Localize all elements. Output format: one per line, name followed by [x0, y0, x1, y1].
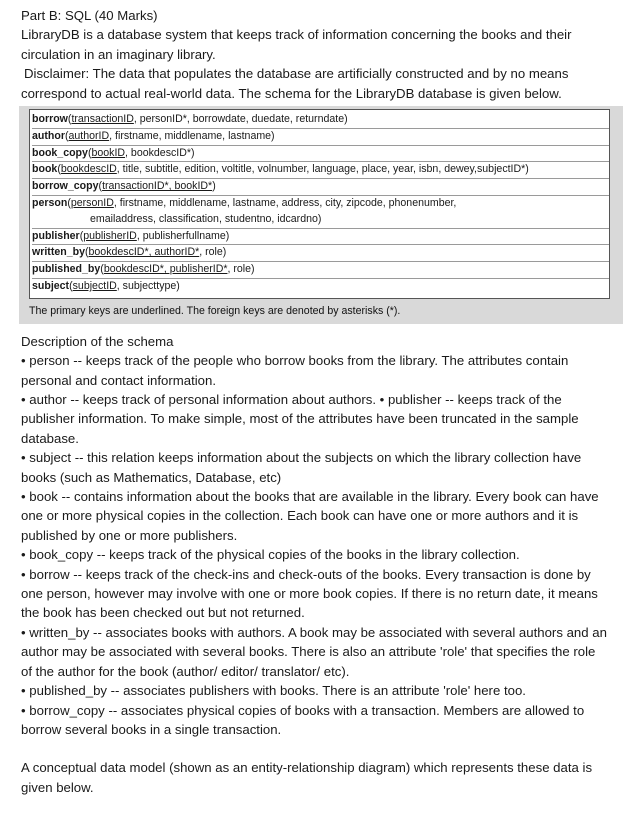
- relation-name: book_copy: [32, 146, 88, 159]
- relation-attributes: , personID*, borrowdate, duedate, returndate): [133, 113, 348, 126]
- description-line: one person, however may involve with one or more book copies. If there is no return date, it means: [21, 586, 598, 602]
- relation-name: written_by: [32, 246, 85, 259]
- description-line: • borrow_copy -- associates physical copies of books with a transaction. Members are allowed to: [21, 702, 585, 718]
- relation-row: author(authorID, firstname, middlename, lastname): [32, 128, 609, 145]
- relation-row: written_by(bookdescID*, authorID*, role): [32, 244, 609, 261]
- schema-panel: [19, 106, 623, 324]
- schema-box: [29, 109, 610, 299]
- primary-key: authorID: [68, 129, 110, 142]
- relation-row: borrow_copy(transactionID*, bookID*): [32, 178, 609, 195]
- description-line: published by one or more publishers.: [21, 527, 238, 543]
- relation-attributes: , firstname, middlename, lastname): [109, 129, 275, 142]
- primary-key: bookdescID*, publisherID*: [103, 263, 228, 276]
- relation-name: borrow: [32, 113, 68, 126]
- intro-line-1: LibraryDB is a database system that keeps track of information concerning the books and their: [21, 27, 572, 43]
- description-line: • borrow -- keeps track of the check-ins and check-outs of the books. Every transaction is done by: [21, 566, 591, 582]
- schema-description: [21, 332, 624, 740]
- description-line: • written_by -- associates books with authors. A book may be associated with several authors and an: [21, 624, 607, 640]
- intro-line-2: circulation in an imaginary library.: [21, 46, 216, 62]
- relation-name: book: [32, 163, 58, 176]
- relation-attributes: , role): [227, 263, 255, 276]
- description-line: • book_copy -- keeps track of the physical copies of the books in the library collection.: [21, 547, 520, 563]
- relation-attributes: , publisherfullname): [136, 229, 230, 242]
- primary-key: publisherID: [83, 229, 137, 242]
- primary-key: transactionID: [71, 113, 134, 126]
- relation-name: author: [32, 129, 65, 142]
- description-line: • subject -- this relation keeps information about the subjects on which the library collection have: [21, 450, 582, 466]
- primary-key: bookdescID*, authorID*: [88, 246, 200, 259]
- relation-name: subject: [32, 280, 70, 292]
- relation-row: book(bookdescID, title, subtitle, edition, voltitle, volnumber, language, place, year, isbn, dewey,subjectID*): [32, 161, 609, 178]
- part-title: Part B: SQL (40 Marks): [21, 8, 158, 23]
- relation-attributes: , title, subtitle, edition, voltitle, volnumber, language, place, year, isbn, dewey,subjectID*): [116, 163, 529, 176]
- document-page: [21, 0, 624, 797]
- description-line: • published_by -- associates publishers with books. There is an attribute 'role' here too.: [21, 683, 526, 699]
- schema-footnote: The primary keys are underlined. The foreign keys are denoted by asterisks (*).: [29, 304, 401, 317]
- description-line: • book -- contains information about the books that are available in the library. Every book can have: [21, 489, 599, 505]
- relation-name: publisher: [32, 229, 80, 242]
- description-line: author may be associated with several books. There is also an attribute 'role' that specifies the role: [21, 644, 596, 660]
- relation-attributes: ): [212, 180, 216, 193]
- disclaimer-line-1: Disclaimer: The data that populates the database are artificially constructed and by no means: [24, 66, 569, 82]
- conclusion-line-1: A conceptual data model (shown as an entity-relationship diagram) which represents these data is: [21, 760, 593, 776]
- relation-row: person(personID, firstname, middlename, lastname, address, city, zipcode, phonenumber, emailaddress, classification, studentno, idcardno): [32, 195, 609, 228]
- relation-row: subject(subjectID, subjecttype): [32, 278, 609, 295]
- disclaimer-line-2: correspond to actual real-world data. The schema for the LibraryDB database is given below.: [21, 85, 562, 101]
- description-line: the book has been checked out but not returned.: [21, 605, 305, 621]
- description-line: of the author for the book (author/ editor/ translator/ etc).: [21, 663, 350, 679]
- relation-row: publisher(publisherID, publisherfullname): [32, 228, 609, 245]
- paragraph-gap: [21, 739, 624, 758]
- description-line: database.: [21, 430, 79, 446]
- description-line: one or more physical copies in the collection. Each book can have one or more authors and it is: [21, 508, 579, 524]
- description-line: books (such as Mathematics, Database, etc): [21, 469, 282, 485]
- relation-row: book_copy(bookID, bookdescID*): [32, 145, 609, 162]
- relation-row: published_by(bookdescID*, publisherID*, role): [32, 261, 609, 278]
- relation-name: person: [32, 197, 68, 210]
- primary-key: subjectID: [72, 280, 117, 292]
- description-heading: Description of the schema: [21, 333, 174, 349]
- conclusion-line-2: given below.: [21, 779, 94, 795]
- relation-attributes: , role): [199, 246, 227, 259]
- description-line: borrow several books in a single transaction.: [21, 721, 282, 737]
- relation-attributes: , bookdescID*): [125, 146, 195, 159]
- primary-key: bookdescID: [60, 163, 117, 176]
- relation-attributes: , firstname, middlename, lastname, address, city, zipcode, phonenumber,: [113, 197, 457, 210]
- relation-name: borrow_copy: [32, 180, 99, 193]
- relation-row: borrow(transactionID, personID*, borrowdate, duedate, returndate): [32, 113, 348, 126]
- primary-key: personID: [70, 197, 114, 210]
- description-line: personal and contact information.: [21, 372, 216, 388]
- description-line: publisher information. To make simple, most of the attributes have been truncated in the sample: [21, 411, 579, 427]
- relation-attributes: , subjecttype): [116, 280, 180, 292]
- description-line: • author -- keeps track of personal information about authors. • publisher -- keeps track of the: [21, 392, 562, 408]
- relation-name: published_by: [32, 263, 101, 276]
- primary-key: bookID: [91, 146, 126, 159]
- primary-key: transactionID*, bookID*: [102, 180, 213, 193]
- relation-attributes-continued: emailaddress, classification, studentno, idcardno): [90, 212, 322, 225]
- description-line: • person -- keeps track of the people who borrow books from the library. The attributes contain: [21, 353, 569, 369]
